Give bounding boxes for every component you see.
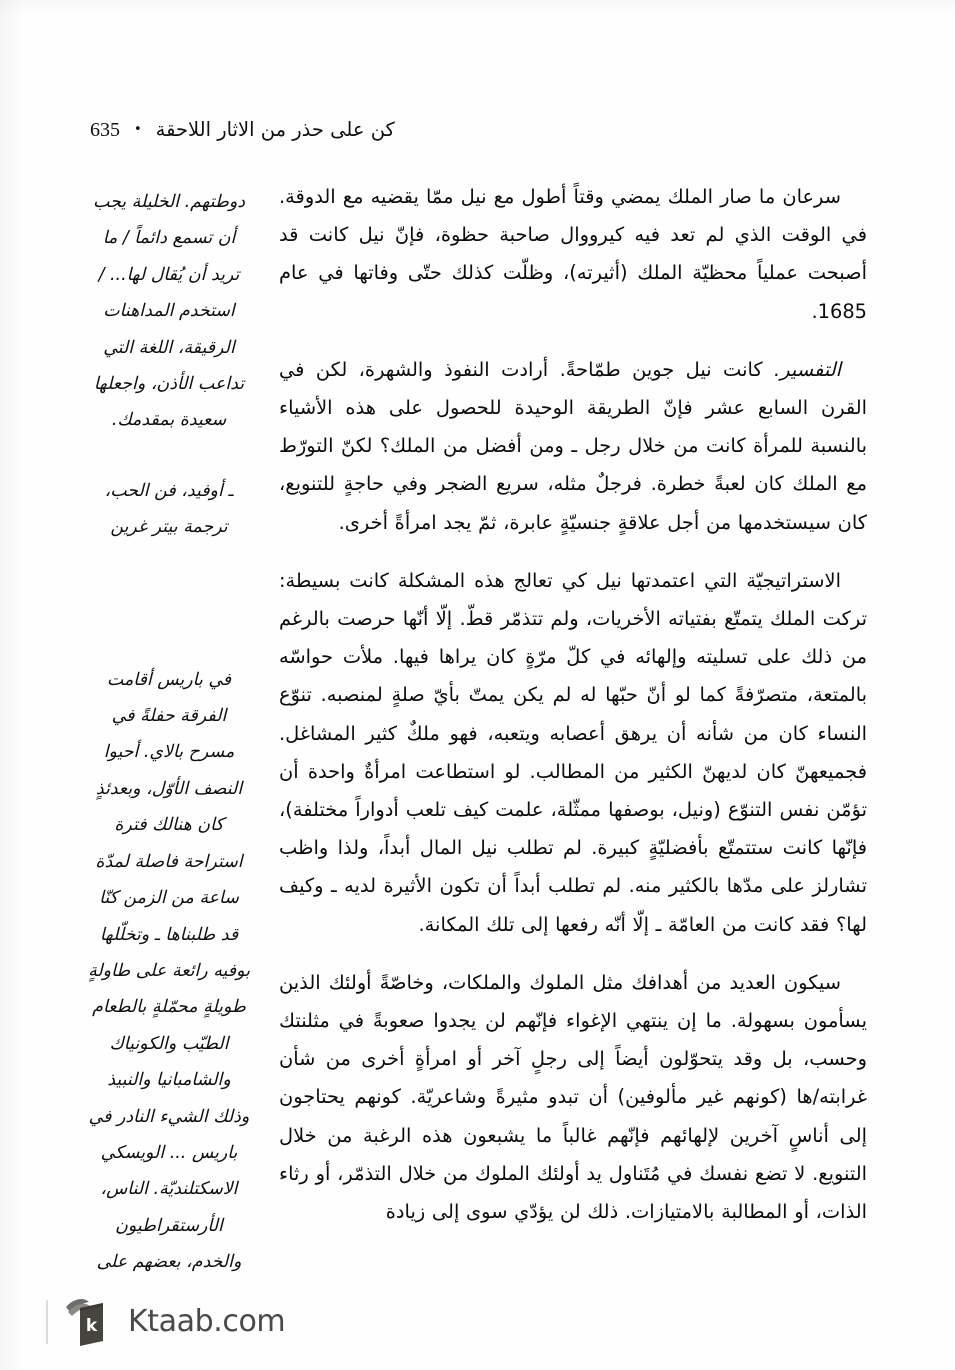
margin-note-spacer: [88, 439, 250, 473]
running-header: [90, 118, 865, 152]
header-bullet-separator: •: [134, 122, 142, 137]
scan-edge-top: [0, 0, 955, 18]
svg-text:k: k: [85, 1316, 98, 1336]
chapter-title: كن على حذر من الاثار اللاحقة: [155, 118, 395, 141]
paragraph: [279, 562, 867, 944]
margin-note-spacer: [88, 546, 250, 662]
page-number: 635: [90, 119, 120, 141]
scan-edge-left: [0, 0, 26, 1370]
paragraph-text: سرعان ما صار الملك يمضي وقتاً أطول مع نيل ممّا يقضيه مع الدوقة. في الوقت الذي لم تعد فيه كيرووال صاحبة حظوة، فإنّ نيل كانت قد أصبحت عملياً محظيّة الملك (أثيرته)، وظلّت كذلك حتّى وفاتها في عام 1685.: [279, 185, 867, 323]
paragraph-lead-italic: التفسير.: [774, 357, 841, 381]
margin-notes-column: [88, 178, 250, 1281]
paragraph: [279, 351, 867, 542]
paragraph: [279, 964, 867, 1231]
margin-note-text: دوطتهم. الخليلة يجب أن تسمع دائماً / ما تريد أن يُقال لها... / استخدم المداهنات الرقيقة، اللغة التي تداعب الأذن، واجعلها سعيدة بمقدمك.: [93, 192, 245, 431]
running-header-inner: [90, 118, 395, 142]
watermark-label: Ktaab.com: [128, 1304, 286, 1339]
paragraph: [279, 178, 867, 331]
margin-note-text: في باريس أقامت الفرقة حفلةً في مسرح بالاي. أحيوا النصف الأوّل، وبعدئذٍ كان هنالك فترة استراحة فاصلة لمدّة ساعة من الزمن كنّا قد طلبناها ـ وتخلّلها بوفيه رائعة على طاولةٍ طويلةٍ محمّلةٍ بالطعام الطيّب والكونياك والشامبانيا والنبيذ وذلك الشيء النادر في باريس ... الويسكي الاسكتلنديّة. الناس، الأرستقراطيون والخدم، بعضهم على: [88, 669, 250, 1273]
margin-note-attribution: [88, 473, 250, 546]
paragraph-text: الاستراتيجيّة التي اعتمدتها نيل كي تعالج هذه المشكلة كانت بسيطة: تركت الملك يتمتّع بفتياته الأخريات، ولم تتذمّر قطّ. إلّا أنّها حرصت بالرغم من ذلك على تسليته وإلهائه في كلّ مرّةٍ كان يراها فيها. ملأت حواسّه بالمتعة، متصرّفةً كما لو أنّ حبّها له لم يكن يمتّ بأيّ صلةٍ لمنصبه. تنوّع النساء كان من شأنه أن يرهق أعصابه ويتعبه، فهو ملكٌ كثير المشاغل. فجميعهنّ كان لديهنّ الكثير من المطالب. لو استطاعت امرأةٌ واحدة أن تؤمّن نفس التنوّع (ونيل، بوصفها ممثّلة، علمت كيف تلعب أدواراً مختلفة)، فإنّها كانت ستتمتّع بأفضليّةٍ كبيرة. لم تطلب نيل المال أبداً، ولذا واظب تشارلز على مدّها بالكثير منه. لم تطلب أبداً أن تكون الأثيرة لديه ـ وكيف لها؟ فقد كانت من العامّة ـ إلّا أنّه رفعها إلى تلك المكانة.: [279, 568, 867, 936]
margin-note: [88, 184, 250, 439]
paragraph-text: سيكون العديد من أهدافك مثل الملوك والملكات، وخاصّةً أولئك الذين يسأمون بسهولة. ما إن ينتهي الإغواء فإنّهم لن يجدوا صعوبةً في مثلنتك وحسب، بل وقد يتحوّلون أيضاً إلى رجلٍ آخر أو امرأةٍ أخرى من شأن غرابته/ها (كونهم غير مألوفين) أن تبدو مثيرةً وشاعريّة. كونهم يحتاجون إلى أناسٍ آخرين لإلهائهم فإنّهم غالباً ما يشبعون هذه الرغبة من خلال التنويع. لا تضع نفسك في مُتَناول يد أولئك الملوك من خلال التذمّر، أو رثاء الذات، أو المطالبة بالامتيازات. ذلك لن يؤدّي سوى إلى زيادة: [279, 970, 867, 1224]
site-watermark: [62, 1294, 285, 1348]
margin-note: [88, 662, 250, 1281]
margin-attribution-text: ـ أوفيد، فن الحب، ترجمة بيتر غرين: [104, 480, 234, 538]
footer-divider: [46, 1300, 48, 1344]
page-body: [88, 178, 867, 1273]
paragraph-text: كانت نيل جوين طمّاحةً. أرادت النفوذ والشهرة، لكن في القرن السابع عشر فإنّ الطريقة الوحيدة للحصول على هذه الأشياء بالنسبة للمرأة كانت من خلال رجل ـ ومن أفضل من الملك؟ لكنّ التورّط مع الملك كان لعبةً خطرة. فرجلٌ مثله، سريع الضجر وفي حاجةٍ للتنويع، كان سيستخدمها من أجل علاقةٍ جنسيّةٍ عابرة، ثمّ يجد امرأةً أخرى.: [279, 357, 867, 534]
main-text-column: [279, 178, 867, 1251]
book-logo-icon: [62, 1294, 114, 1348]
